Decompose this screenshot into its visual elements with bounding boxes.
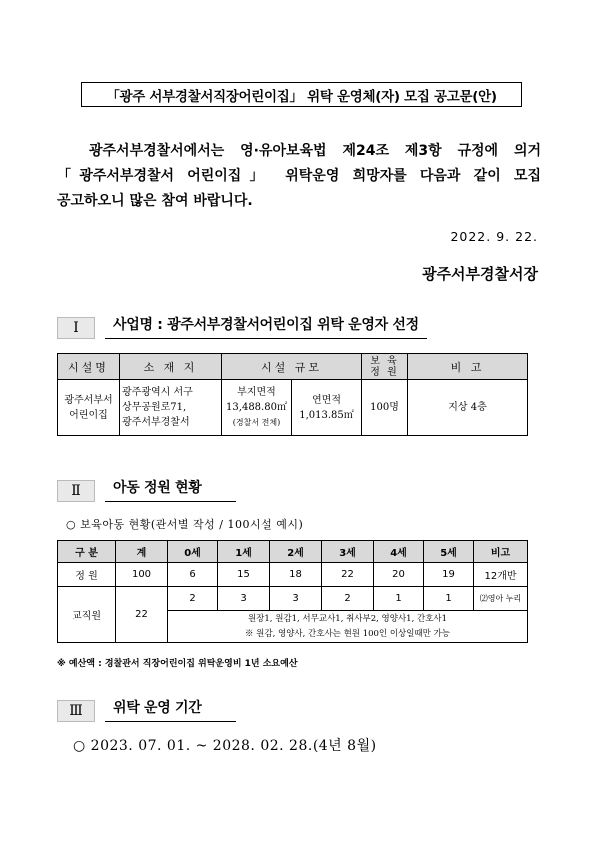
facility-table: [57, 353, 528, 436]
header-category: 구 분: [58, 541, 116, 563]
section-title: 아동 정원 현황: [105, 477, 236, 502]
header-facility: 시설명: [58, 354, 120, 380]
cell: 1: [374, 587, 424, 611]
cell-floor-area: 연면적 1,013.85㎡: [292, 380, 362, 436]
intro-line: 공고하오니 많은 참여 바랍니다.: [57, 193, 253, 209]
section-1-heading: [57, 314, 427, 339]
cell-capacity: 100명: [362, 380, 408, 436]
header-total: 계: [116, 541, 168, 563]
cell-facility: 광주서부서 어린이집: [58, 380, 120, 436]
intro-line: 광주서부경찰서에서는 영·유아보육법 제24조 제3항 규정에 의거: [89, 143, 541, 159]
cell: 22: [322, 563, 374, 587]
section-title: 위탁 운영 기간: [105, 697, 236, 722]
notice-title: 「광주 서부경찰서직장어린이집」 위탁 운영체(자) 모집 공고문(안): [81, 82, 522, 107]
table-row: [58, 563, 528, 587]
cell: 15: [218, 563, 270, 587]
cell: 20: [374, 563, 424, 587]
budget-note: ※ 예산액 : 경찰관서 직장어린이집 위탁운영비 1년 소요예산: [57, 659, 298, 669]
header-scale: 시설 규모: [222, 354, 362, 380]
header-age-3: 3세: [322, 541, 374, 563]
header-capacity: 보 육 정 원: [362, 354, 408, 380]
cell: 2: [322, 587, 374, 611]
cell-location: 광주광역시 서구 상무공원로71, 광주서부경찰서: [120, 380, 222, 436]
header-age-0: 0세: [168, 541, 218, 563]
staff-note: ※ 원감, 영양사, 간호사는 현원 100인 이상일때만 가능: [168, 627, 528, 643]
section-number: Ⅱ: [57, 480, 95, 502]
header-location: 소 재 지: [120, 354, 222, 380]
section-number: Ⅰ: [57, 317, 95, 339]
cell: ⑵영아 누리: [474, 587, 528, 611]
intro-line: 「광주서부경찰서 어린이집」 위탁운영 희망자를 다음과 같이 모집: [57, 168, 541, 184]
header-remark: 비고: [474, 541, 528, 563]
header-note: 비 고: [408, 354, 528, 380]
section-3-heading: [57, 697, 236, 722]
intro-paragraph: [57, 139, 541, 214]
cell: 22: [116, 587, 168, 643]
header-age-5: 5세: [424, 541, 474, 563]
row-label: 교직원: [58, 587, 116, 643]
row-label: 정 원: [58, 563, 116, 587]
cell: 3: [218, 587, 270, 611]
cell: 18: [270, 563, 322, 587]
table-row: [58, 587, 528, 611]
signer: 광주서부경찰서장: [422, 265, 538, 283]
cell: 3: [270, 587, 322, 611]
header-age-1: 1세: [218, 541, 270, 563]
section-title: 사업명 : 광주서부경찰서어린이집 위탁 운영자 선정: [105, 314, 427, 339]
cell-site-area: 부지면적 13,488.80㎡ (경찰서 전체): [222, 380, 292, 436]
cell: 2: [168, 587, 218, 611]
operation-period: ○ 2023. 07. 01. ~ 2028. 02. 28.(4년 8월): [73, 738, 377, 754]
header-age-2: 2세: [270, 541, 322, 563]
cell: 1: [424, 587, 474, 611]
cell-note: 지상 4층: [408, 380, 528, 436]
children-status-note: ○ 보육아동 현황(관서별 작성 / 100시설 예시): [66, 518, 304, 531]
cell: 100: [116, 563, 168, 587]
cell: 19: [424, 563, 474, 587]
section-number: Ⅲ: [57, 700, 95, 722]
cell: 12개반: [474, 563, 528, 587]
enrollment-table: [57, 540, 528, 643]
section-2-heading: [57, 477, 236, 502]
staff-detail: 원장1, 원감1, 서무교사1, 취사부2, 영양사1, 간호사1: [168, 611, 528, 627]
header-age-4: 4세: [374, 541, 424, 563]
notice-date: 2022. 9. 22.: [450, 229, 538, 244]
cell: 6: [168, 563, 218, 587]
